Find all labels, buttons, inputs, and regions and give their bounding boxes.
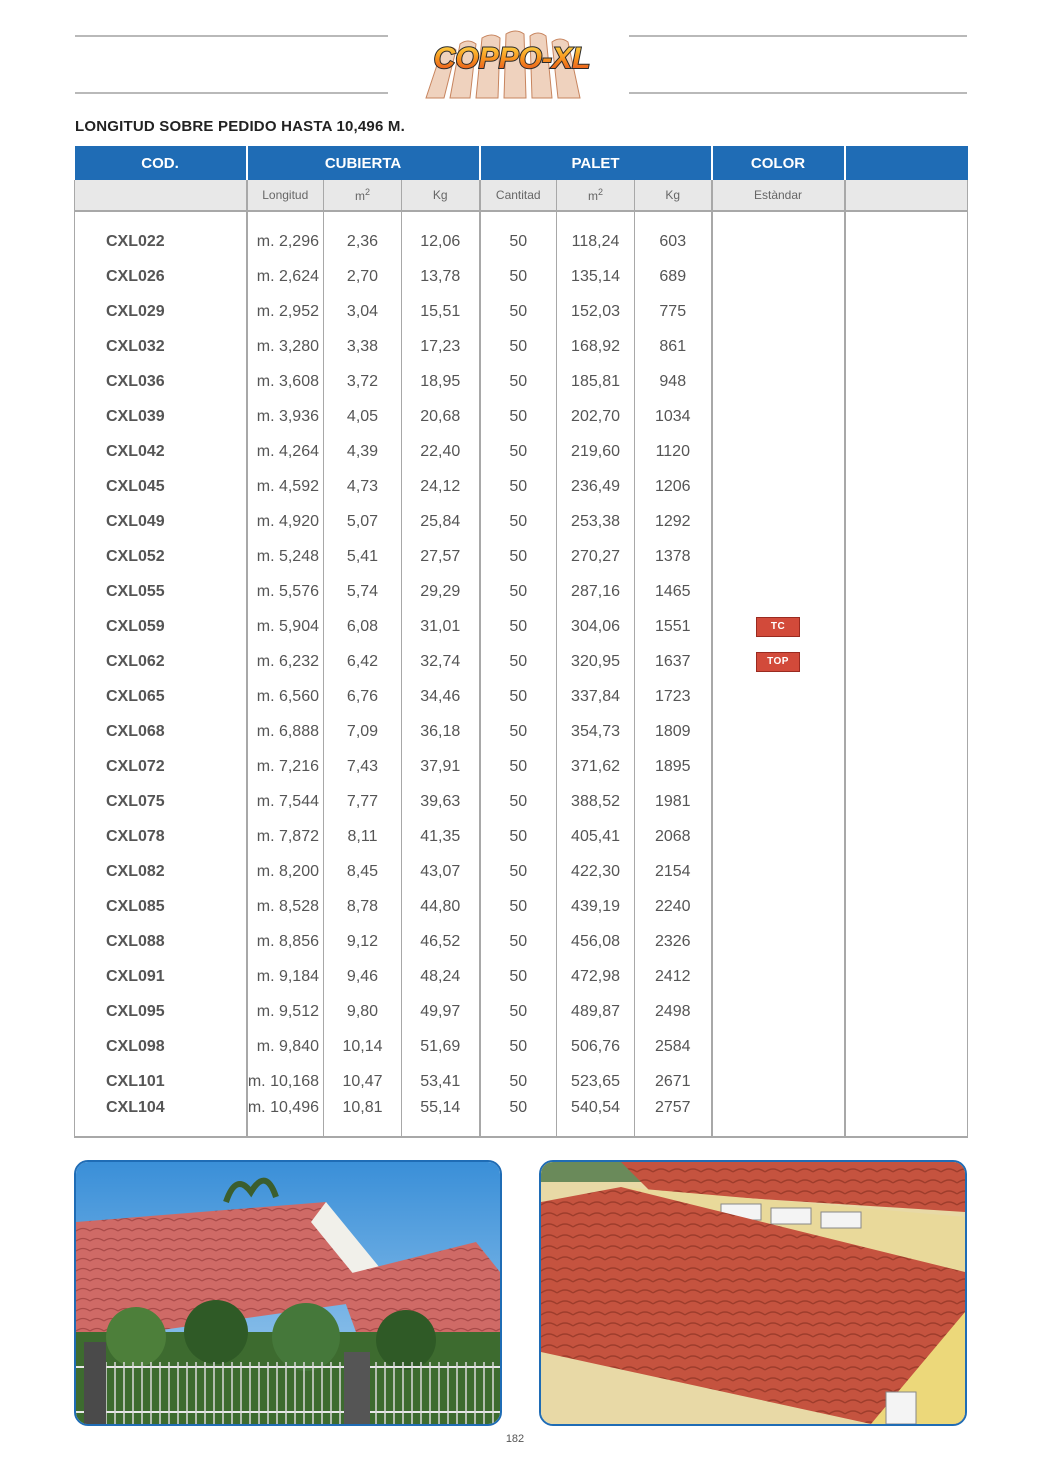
cell-kg: 12,06 bbox=[402, 224, 480, 259]
cell-cantitad: 50 bbox=[480, 749, 557, 784]
cell-empty bbox=[845, 749, 968, 784]
cell-longitud: m. 7,872 bbox=[247, 819, 324, 854]
cell-palet-kg: 1551 bbox=[635, 609, 712, 644]
table-row bbox=[75, 539, 968, 574]
subheader-longitud: Longitud bbox=[247, 180, 324, 211]
cell-code: CXL082 bbox=[75, 854, 247, 889]
cell-palet-m2: 337,84 bbox=[557, 679, 635, 714]
product-table bbox=[74, 146, 968, 1138]
cell-kg: 36,18 bbox=[402, 714, 480, 749]
cell-code: CXL101 bbox=[75, 1064, 247, 1099]
cell-palet-kg: 775 bbox=[635, 294, 712, 329]
cell-code: CXL049 bbox=[75, 504, 247, 539]
cell-longitud: m. 3,280 bbox=[247, 329, 324, 364]
table-row bbox=[75, 1064, 968, 1099]
table-header-sub bbox=[75, 180, 968, 211]
cell-cantitad: 50 bbox=[480, 1099, 557, 1137]
cell-palet-m2: 202,70 bbox=[557, 399, 635, 434]
top-rule-right bbox=[629, 35, 967, 37]
cell-empty bbox=[845, 784, 968, 819]
cell-palet-kg: 1981 bbox=[635, 784, 712, 819]
table-header-main bbox=[75, 147, 968, 181]
cell-kg: 37,91 bbox=[402, 749, 480, 784]
cell-palet-kg: 1206 bbox=[635, 469, 712, 504]
cell-m2: 9,12 bbox=[324, 924, 402, 959]
cell-palet-kg: 2240 bbox=[635, 889, 712, 924]
cell-longitud: m. 8,856 bbox=[247, 924, 324, 959]
cell-kg: 44,80 bbox=[402, 889, 480, 924]
cell-kg: 27,57 bbox=[402, 539, 480, 574]
cell-code: CXL088 bbox=[75, 924, 247, 959]
cell-palet-m2: 439,19 bbox=[557, 889, 635, 924]
cell-empty bbox=[845, 1099, 968, 1137]
cell-m2: 7,43 bbox=[324, 749, 402, 784]
cell-code: CXL098 bbox=[75, 1029, 247, 1064]
cell-empty bbox=[845, 1064, 968, 1099]
cell-palet-kg: 1465 bbox=[635, 574, 712, 609]
table-row bbox=[75, 504, 968, 539]
header-cod: COD. bbox=[75, 147, 247, 181]
cell-kg: 48,24 bbox=[402, 959, 480, 994]
cell-cantitad: 50 bbox=[480, 259, 557, 294]
cell-code: CXL022 bbox=[75, 224, 247, 259]
cell-palet-kg: 603 bbox=[635, 224, 712, 259]
table-padding-row bbox=[75, 211, 968, 224]
cell-code: CXL104 bbox=[75, 1099, 247, 1137]
cell-longitud: m. 4,264 bbox=[247, 434, 324, 469]
cell-code: CXL085 bbox=[75, 889, 247, 924]
cell-palet-kg: 2412 bbox=[635, 959, 712, 994]
cell-palet-kg: 1809 bbox=[635, 714, 712, 749]
cell-code: CXL045 bbox=[75, 469, 247, 504]
cell-empty bbox=[845, 329, 968, 364]
cell-palet-kg: 1378 bbox=[635, 539, 712, 574]
header-cubierta: CUBIERTA bbox=[247, 147, 480, 181]
cell-palet-kg: 1292 bbox=[635, 504, 712, 539]
cell-empty bbox=[845, 434, 968, 469]
cell-color bbox=[712, 259, 845, 294]
table-row bbox=[75, 329, 968, 364]
cell-palet-m2: 506,76 bbox=[557, 1029, 635, 1064]
cell-cantitad: 50 bbox=[480, 1064, 557, 1099]
cell-code: CXL075 bbox=[75, 784, 247, 819]
cell-color bbox=[712, 539, 845, 574]
cell-empty bbox=[845, 399, 968, 434]
cell-code: CXL078 bbox=[75, 819, 247, 854]
cell-palet-m2: 135,14 bbox=[557, 259, 635, 294]
table-row bbox=[75, 994, 968, 1029]
cell-cantitad: 50 bbox=[480, 574, 557, 609]
header-empty bbox=[845, 147, 968, 181]
cell-color bbox=[712, 679, 845, 714]
cell-cantitad: 50 bbox=[480, 644, 557, 679]
cell-longitud: m. 2,952 bbox=[247, 294, 324, 329]
cell-longitud: m. 3,936 bbox=[247, 399, 324, 434]
table-row bbox=[75, 749, 968, 784]
cell-color bbox=[712, 1099, 845, 1137]
cell-code: CXL095 bbox=[75, 994, 247, 1029]
cell-longitud: m. 5,248 bbox=[247, 539, 324, 574]
cell-palet-m2: 371,62 bbox=[557, 749, 635, 784]
subheader-blank-2 bbox=[845, 180, 968, 211]
cell-kg: 34,46 bbox=[402, 679, 480, 714]
page-number: 182 bbox=[505, 1433, 525, 1445]
cell-palet-m2: 354,73 bbox=[557, 714, 635, 749]
cell-palet-kg: 1637 bbox=[635, 644, 712, 679]
cell-longitud: m. 8,528 bbox=[247, 889, 324, 924]
cell-palet-kg: 948 bbox=[635, 364, 712, 399]
cell-kg: 32,74 bbox=[402, 644, 480, 679]
cell-empty bbox=[845, 539, 968, 574]
cell-longitud: m. 3,608 bbox=[247, 364, 324, 399]
cell-color bbox=[712, 329, 845, 364]
cell-m2: 9,80 bbox=[324, 994, 402, 1029]
cell-palet-m2: 422,30 bbox=[557, 854, 635, 889]
cell-palet-kg: 2757 bbox=[635, 1099, 712, 1137]
cell-longitud: m. 5,576 bbox=[247, 574, 324, 609]
cell-cantitad: 50 bbox=[480, 994, 557, 1029]
cell-color bbox=[712, 469, 845, 504]
cell-code: CXL042 bbox=[75, 434, 247, 469]
cell-m2: 7,09 bbox=[324, 714, 402, 749]
cell-palet-kg: 2326 bbox=[635, 924, 712, 959]
cell-kg: 51,69 bbox=[402, 1029, 480, 1064]
cell-m2: 3,04 bbox=[324, 294, 402, 329]
cell-cantitad: 50 bbox=[480, 679, 557, 714]
cell-m2: 6,08 bbox=[324, 609, 402, 644]
cell-palet-kg: 2068 bbox=[635, 819, 712, 854]
cell-palet-m2: 168,92 bbox=[557, 329, 635, 364]
cell-longitud: m. 7,216 bbox=[247, 749, 324, 784]
cell-code: CXL072 bbox=[75, 749, 247, 784]
cell-m2: 6,76 bbox=[324, 679, 402, 714]
cell-palet-m2: 304,06 bbox=[557, 609, 635, 644]
cell-cantitad: 50 bbox=[480, 609, 557, 644]
photo-house-roof bbox=[74, 1160, 502, 1426]
cell-color bbox=[712, 294, 845, 329]
cell-cantitad: 50 bbox=[480, 399, 557, 434]
cell-palet-m2: 287,16 bbox=[557, 574, 635, 609]
cell-empty bbox=[845, 609, 968, 644]
cell-cantitad: 50 bbox=[480, 224, 557, 259]
cell-longitud: m. 4,920 bbox=[247, 504, 324, 539]
cell-cantitad: 50 bbox=[480, 889, 557, 924]
cell-color bbox=[712, 224, 845, 259]
cell-color bbox=[712, 609, 845, 644]
cell-empty bbox=[845, 294, 968, 329]
cell-empty bbox=[845, 714, 968, 749]
cell-color bbox=[712, 714, 845, 749]
cell-color bbox=[712, 749, 845, 784]
cell-color bbox=[712, 959, 845, 994]
cell-palet-m2: 152,03 bbox=[557, 294, 635, 329]
cell-palet-m2: 253,38 bbox=[557, 504, 635, 539]
cell-color bbox=[712, 889, 845, 924]
cell-longitud: m. 9,512 bbox=[247, 994, 324, 1029]
cell-palet-kg: 689 bbox=[635, 259, 712, 294]
top-rule-left bbox=[75, 35, 388, 37]
cell-palet-m2: 456,08 bbox=[557, 924, 635, 959]
cell-palet-m2: 523,65 bbox=[557, 1064, 635, 1099]
cell-color bbox=[712, 1064, 845, 1099]
table-row bbox=[75, 574, 968, 609]
cell-cantitad: 50 bbox=[480, 364, 557, 399]
cell-palet-m2: 270,27 bbox=[557, 539, 635, 574]
cell-m2: 3,38 bbox=[324, 329, 402, 364]
color-tag-badge: TC bbox=[756, 617, 800, 637]
cell-code: CXL055 bbox=[75, 574, 247, 609]
cell-cantitad: 50 bbox=[480, 294, 557, 329]
cell-palet-kg: 2154 bbox=[635, 854, 712, 889]
cell-m2: 6,42 bbox=[324, 644, 402, 679]
cell-palet-m2: 219,60 bbox=[557, 434, 635, 469]
cell-kg: 41,35 bbox=[402, 819, 480, 854]
cell-m2: 3,72 bbox=[324, 364, 402, 399]
cell-cantitad: 50 bbox=[480, 784, 557, 819]
cell-longitud: m. 8,200 bbox=[247, 854, 324, 889]
cell-kg: 22,40 bbox=[402, 434, 480, 469]
cell-code: CXL029 bbox=[75, 294, 247, 329]
cell-palet-m2: 118,24 bbox=[557, 224, 635, 259]
cell-palet-m2: 185,81 bbox=[557, 364, 635, 399]
cell-palet-m2: 540,54 bbox=[557, 1099, 635, 1137]
cell-kg: 18,95 bbox=[402, 364, 480, 399]
cell-empty bbox=[845, 1029, 968, 1064]
cell-kg: 29,29 bbox=[402, 574, 480, 609]
cell-color bbox=[712, 784, 845, 819]
cell-longitud: m. 2,624 bbox=[247, 259, 324, 294]
cell-cantitad: 50 bbox=[480, 714, 557, 749]
cell-longitud: m. 10,496 bbox=[247, 1099, 324, 1137]
color-tag-badge: TOP bbox=[756, 652, 800, 672]
cell-empty bbox=[845, 679, 968, 714]
cell-kg: 13,78 bbox=[402, 259, 480, 294]
cell-code: CXL068 bbox=[75, 714, 247, 749]
cell-kg: 25,84 bbox=[402, 504, 480, 539]
cell-kg: 31,01 bbox=[402, 609, 480, 644]
cell-palet-m2: 489,87 bbox=[557, 994, 635, 1029]
cell-color bbox=[712, 399, 845, 434]
cell-kg: 39,63 bbox=[402, 784, 480, 819]
cell-cantitad: 50 bbox=[480, 504, 557, 539]
cell-cantitad: 50 bbox=[480, 539, 557, 574]
cell-kg: 55,14 bbox=[402, 1099, 480, 1137]
cell-empty bbox=[845, 224, 968, 259]
cell-kg: 24,12 bbox=[402, 469, 480, 504]
cell-empty bbox=[845, 644, 968, 679]
cell-palet-m2: 388,52 bbox=[557, 784, 635, 819]
subheader-palet-m2: $m^2$ bbox=[557, 180, 635, 211]
cell-empty bbox=[845, 574, 968, 609]
cell-m2: 4,39 bbox=[324, 434, 402, 469]
brand-logo bbox=[420, 24, 604, 102]
cell-kg: 15,51 bbox=[402, 294, 480, 329]
subheader-estandar: Estàndar bbox=[712, 180, 845, 211]
cell-longitud: m. 6,232 bbox=[247, 644, 324, 679]
cell-m2: 4,05 bbox=[324, 399, 402, 434]
cell-code: CXL091 bbox=[75, 959, 247, 994]
page-subtitle: LONGITUD SOBRE PEDIDO HASTA 10,496 M. bbox=[75, 118, 405, 135]
cell-m2: 4,73 bbox=[324, 469, 402, 504]
cell-longitud: m. 5,904 bbox=[247, 609, 324, 644]
cell-palet-kg: 2584 bbox=[635, 1029, 712, 1064]
table-row bbox=[75, 819, 968, 854]
cell-m2: 5,41 bbox=[324, 539, 402, 574]
cell-cantitad: 50 bbox=[480, 854, 557, 889]
cell-color bbox=[712, 994, 845, 1029]
cell-cantitad: 50 bbox=[480, 819, 557, 854]
cell-empty bbox=[845, 469, 968, 504]
cell-color bbox=[712, 434, 845, 469]
cell-palet-kg: 2498 bbox=[635, 994, 712, 1029]
cell-m2: 5,74 bbox=[324, 574, 402, 609]
cell-palet-kg: 861 bbox=[635, 329, 712, 364]
cell-longitud: m. 2,296 bbox=[247, 224, 324, 259]
cell-longitud: m. 9,184 bbox=[247, 959, 324, 994]
cell-palet-m2: 236,49 bbox=[557, 469, 635, 504]
cell-empty bbox=[845, 959, 968, 994]
photo-building-roof bbox=[539, 1160, 967, 1426]
cell-m2: 5,07 bbox=[324, 504, 402, 539]
cell-empty bbox=[845, 924, 968, 959]
table-row bbox=[75, 1099, 968, 1137]
cell-palet-m2: 472,98 bbox=[557, 959, 635, 994]
cell-empty bbox=[845, 854, 968, 889]
cell-color bbox=[712, 644, 845, 679]
cell-kg: 43,07 bbox=[402, 854, 480, 889]
cell-empty bbox=[845, 994, 968, 1029]
cell-code: CXL039 bbox=[75, 399, 247, 434]
header-color: COLOR bbox=[712, 147, 845, 181]
cell-m2: 8,78 bbox=[324, 889, 402, 924]
top-rule-right-lower bbox=[629, 92, 967, 94]
table-row bbox=[75, 434, 968, 469]
subheader-cantitad: Cantitad bbox=[480, 180, 557, 211]
cell-longitud: m. 9,840 bbox=[247, 1029, 324, 1064]
table-row bbox=[75, 259, 968, 294]
table-row bbox=[75, 854, 968, 889]
cell-palet-kg: 1034 bbox=[635, 399, 712, 434]
cell-palet-m2: 405,41 bbox=[557, 819, 635, 854]
subheader-palet-kg: Kg bbox=[635, 180, 712, 211]
cell-m2: 2,36 bbox=[324, 224, 402, 259]
cell-color bbox=[712, 504, 845, 539]
cell-color bbox=[712, 819, 845, 854]
cell-palet-kg: 1120 bbox=[635, 434, 712, 469]
subheader-m2: $m^2$ bbox=[324, 180, 402, 211]
table-row bbox=[75, 294, 968, 329]
table-row bbox=[75, 1029, 968, 1064]
cell-m2: 10,47 bbox=[324, 1064, 402, 1099]
cell-empty bbox=[845, 259, 968, 294]
cell-code: CXL026 bbox=[75, 259, 247, 294]
cell-cantitad: 50 bbox=[480, 329, 557, 364]
cell-longitud: m. 4,592 bbox=[247, 469, 324, 504]
cell-empty bbox=[845, 889, 968, 924]
cell-m2: 8,11 bbox=[324, 819, 402, 854]
table-row bbox=[75, 644, 968, 679]
cell-code: CXL059 bbox=[75, 609, 247, 644]
cell-longitud: m. 6,888 bbox=[247, 714, 324, 749]
table-row bbox=[75, 784, 968, 819]
cell-cantitad: 50 bbox=[480, 959, 557, 994]
subheader-kg: Kg bbox=[402, 180, 480, 211]
table-row bbox=[75, 924, 968, 959]
cell-kg: 53,41 bbox=[402, 1064, 480, 1099]
cell-empty bbox=[845, 819, 968, 854]
cell-m2: 2,70 bbox=[324, 259, 402, 294]
cell-kg: 46,52 bbox=[402, 924, 480, 959]
cell-code: CXL052 bbox=[75, 539, 247, 574]
cell-kg: 49,97 bbox=[402, 994, 480, 1029]
cell-m2: 9,46 bbox=[324, 959, 402, 994]
cell-color bbox=[712, 364, 845, 399]
cell-color bbox=[712, 854, 845, 889]
table-row bbox=[75, 469, 968, 504]
cell-empty bbox=[845, 364, 968, 399]
cell-code: CXL065 bbox=[75, 679, 247, 714]
cell-m2: 10,81 bbox=[324, 1099, 402, 1137]
cell-cantitad: 50 bbox=[480, 924, 557, 959]
subheader-blank bbox=[75, 180, 247, 211]
table-row bbox=[75, 714, 968, 749]
top-rule-left-lower bbox=[75, 92, 388, 94]
cell-empty bbox=[845, 504, 968, 539]
cell-m2: 8,45 bbox=[324, 854, 402, 889]
cell-m2: 7,77 bbox=[324, 784, 402, 819]
cell-code: CXL062 bbox=[75, 644, 247, 679]
cell-color bbox=[712, 924, 845, 959]
cell-kg: 17,23 bbox=[402, 329, 480, 364]
cell-color bbox=[712, 1029, 845, 1064]
cell-palet-m2: 320,95 bbox=[557, 644, 635, 679]
table-row bbox=[75, 224, 968, 259]
cell-cantitad: 50 bbox=[480, 469, 557, 504]
cell-palet-kg: 2671 bbox=[635, 1064, 712, 1099]
cell-longitud: m. 6,560 bbox=[247, 679, 324, 714]
cell-color bbox=[712, 574, 845, 609]
header-palet: PALET bbox=[480, 147, 712, 181]
cell-code: CXL036 bbox=[75, 364, 247, 399]
table-row bbox=[75, 679, 968, 714]
cell-longitud: m. 10,168 bbox=[247, 1064, 324, 1099]
cell-longitud: m. 7,544 bbox=[247, 784, 324, 819]
cell-cantitad: 50 bbox=[480, 434, 557, 469]
cell-m2: 10,14 bbox=[324, 1029, 402, 1064]
cell-code: CXL032 bbox=[75, 329, 247, 364]
table-row bbox=[75, 959, 968, 994]
table-row bbox=[75, 609, 968, 644]
table-row bbox=[75, 889, 968, 924]
logo-text: COPPO-XL bbox=[433, 42, 591, 75]
cell-palet-kg: 1895 bbox=[635, 749, 712, 784]
cell-palet-kg: 1723 bbox=[635, 679, 712, 714]
table-row bbox=[75, 364, 968, 399]
cell-cantitad: 50 bbox=[480, 1029, 557, 1064]
cell-kg: 20,68 bbox=[402, 399, 480, 434]
table-row bbox=[75, 399, 968, 434]
